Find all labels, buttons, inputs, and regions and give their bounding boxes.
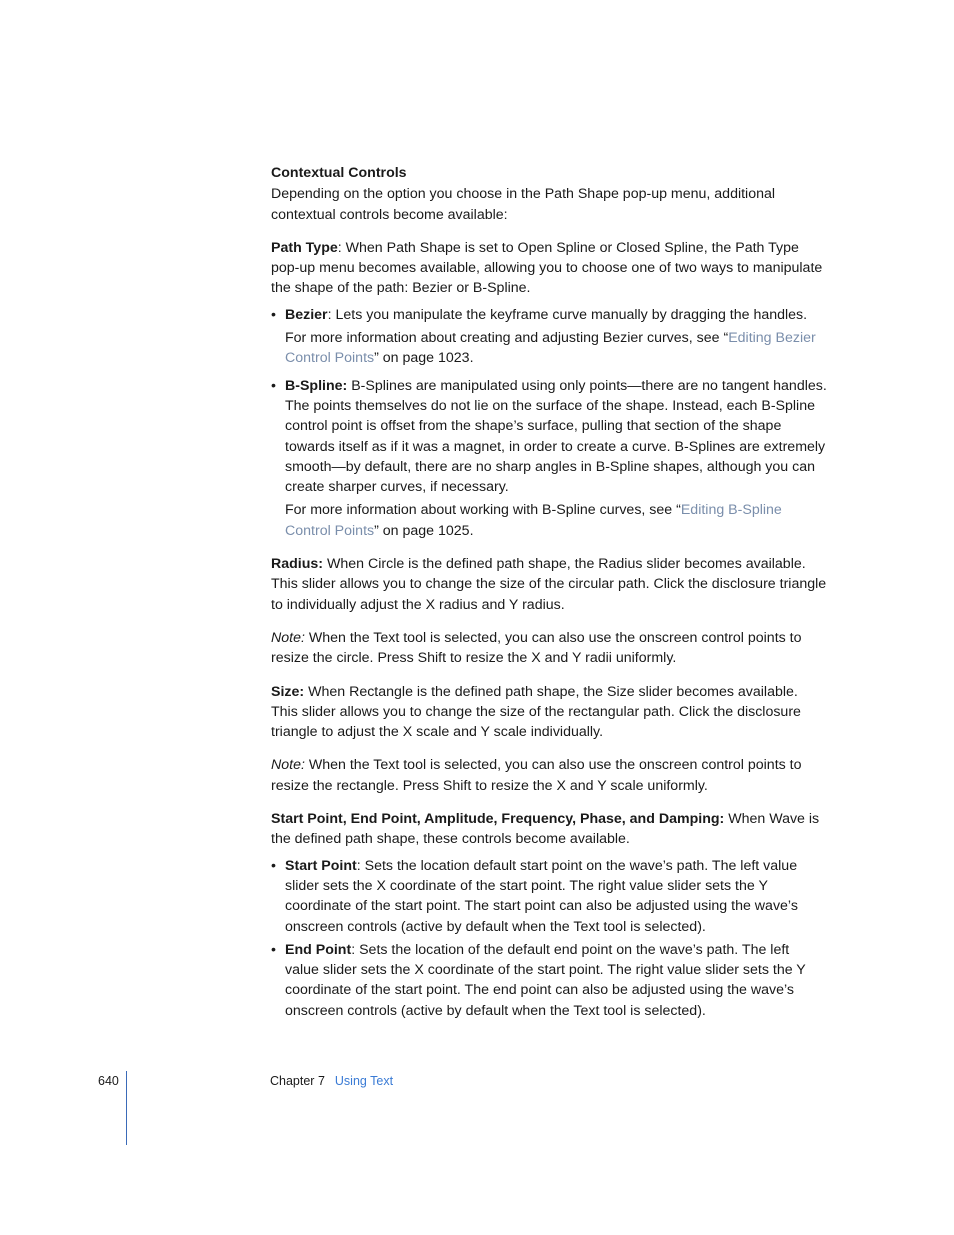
start-point-term: Start Point xyxy=(285,857,357,874)
intro-paragraph: Depending on the option you choose in the Path Shape pop-up menu, additional contextual controls become available: xyxy=(271,186,776,223)
size-paragraph xyxy=(271,682,827,743)
bspline-term: B-Spline: xyxy=(285,377,348,394)
bezier-more-prefix: For more information about creating and adjusting Bezier curves, see “ xyxy=(285,330,729,347)
wave-paragraph xyxy=(271,809,827,850)
bspline-more-info xyxy=(285,500,827,541)
bspline-text: B-Splines are manipulated using only points—there are no tangent handles. The points themselves do not lie on the surface of the shape. Instead, each B-Spline control point is offset from the shape’s surface, pulling that section of the shape towards itself as if it was a magnet, in order to create a curve. B-Splines are extremely smooth—by default, there are no sharp angles in B-Spline shapes, although you can create sharper curves, if necessary. xyxy=(285,377,827,496)
size-text: When Rectangle is the defined path shape, the Size slider becomes available. This slider allows you to change the size of the rectangular path. Click the disclosure triangle to adjust the X scale and Y scale individually. xyxy=(271,683,801,741)
bullet: • xyxy=(271,941,276,958)
path-type-term: Path Type xyxy=(271,239,338,256)
wave-list xyxy=(271,856,827,1021)
note-circle-text: When the Text tool is selected, you can also use the onscreen control points to resize the circle. Press Shift to resize the X and Y radii uniformly. xyxy=(271,629,802,667)
bullet: • xyxy=(271,857,276,874)
list-item-end-point xyxy=(271,940,827,1021)
bullet: • xyxy=(271,377,276,394)
page-number: 640 xyxy=(98,1074,119,1088)
note-label: Note: xyxy=(271,629,305,646)
wave-term: Start Point, End Point, Amplitude, Frequency, Phase, and Damping: xyxy=(271,811,725,828)
radius-paragraph xyxy=(271,554,827,615)
wave-text: When Wave is the defined path shape, these controls become available. xyxy=(271,811,820,848)
note-rectangle-paragraph xyxy=(271,755,827,796)
footer-chapter xyxy=(270,1071,393,1091)
bezier-text: : Lets you manipulate the keyframe curve manually by dragging the handles. xyxy=(327,306,808,323)
end-point-text: : Sets the location of the default end point on the wave’s path. The left value slider sets the X coordinate of the start point. The right value slider sets the Y coordinate of the start point. The end point can also be adjusted using the wave’s onscreen controls (active by default when the Text tool is selected). xyxy=(285,941,806,1019)
size-term: Size: xyxy=(271,683,305,700)
bezier-term: Bezier xyxy=(285,306,328,323)
path-type-paragraph xyxy=(271,238,827,299)
link-editing-bspline[interactable]: Editing B-Spline Control Points xyxy=(285,502,782,539)
radius-text: When Circle is the defined path shape, the Radius slider becomes available. This slider allows you to change the size of the circular path. Click the disclosure triangle to individually adjust the X radius and Y radius. xyxy=(271,556,827,613)
chapter-title-link[interactable]: Using Text xyxy=(334,1074,394,1088)
list-item-bezier xyxy=(271,305,827,369)
link-editing-bezier[interactable]: Editing Bezier Control Points xyxy=(285,330,816,367)
radius-term: Radius: xyxy=(271,556,324,573)
end-point-term: End Point xyxy=(285,941,352,958)
list-item-bspline xyxy=(271,376,827,541)
chapter-label: Chapter 7 xyxy=(270,1074,325,1088)
bezier-more-suffix: ” on page 1023. xyxy=(374,350,474,367)
note-label: Note: xyxy=(271,757,305,774)
bezier-more-info xyxy=(285,328,827,369)
path-type-text: : When Path Shape is set to Open Spline or Closed Spline, the Path Type pop-up menu becomes available, allowing you to choose one of two ways to manipulate the shape of the path: Bezier or B-Spline. xyxy=(271,239,823,297)
note-circle-paragraph xyxy=(271,628,827,669)
start-point-text: : Sets the location default start point on the wave’s path. The left value slider sets the X coordinate of the start point. The right value slider sets the Y coordinate of the start point. The start point can also be adjusted using the wave’s onscreen controls (active by default when the Text tool is selected). xyxy=(285,857,798,935)
bspline-more-prefix: For more information about working with B-Spline curves, see “ xyxy=(285,502,681,519)
page-content xyxy=(271,163,827,1034)
bspline-more-suffix: ” on page 1025. xyxy=(374,522,474,539)
path-type-list xyxy=(271,305,827,541)
list-item-start-point xyxy=(271,856,827,937)
footer-rule xyxy=(126,1071,127,1145)
section-heading: Contextual Controls xyxy=(271,165,407,181)
bullet: • xyxy=(271,306,276,323)
note-rectangle-text: When the Text tool is selected, you can also use the onscreen control points to resize the rectangle. Press Shift to resize the X and Y scale uniformly. xyxy=(271,757,802,794)
